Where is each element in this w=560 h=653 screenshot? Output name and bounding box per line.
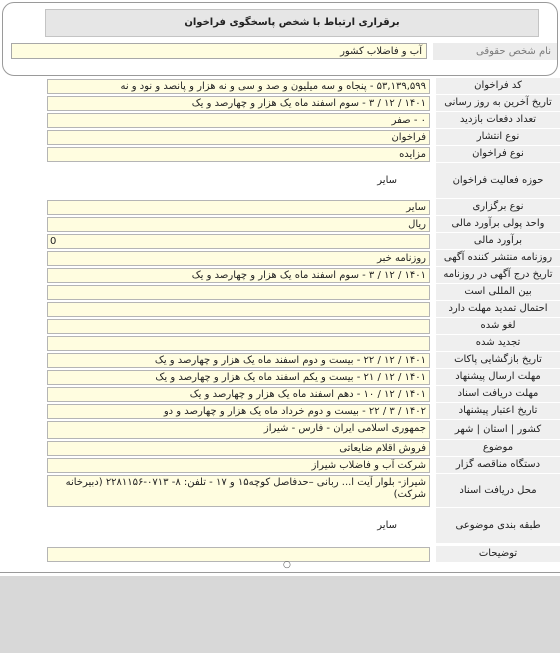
row-ad-date xyxy=(0,267,560,284)
row-call-type xyxy=(0,146,560,163)
row-description xyxy=(0,546,560,563)
row-label: نوع فراخوان xyxy=(436,146,560,163)
last-update-value: ۱۴۰۱ / ۱۲ / ۳ - سوم اسفند ماه یک هزار و چهارصد و یک xyxy=(47,96,430,111)
row-tender-code xyxy=(0,78,560,95)
extension-value xyxy=(47,302,430,317)
tender-code-value: ۵۳,۱۳۹,۵۹۹ - پنجاه و سه میلیون و صد و سی و نه هزار و پانصد و نود و نه xyxy=(47,79,430,94)
row-docs-deadline xyxy=(0,386,560,403)
row-label: نوع برگزاری xyxy=(436,199,560,216)
row-newspaper xyxy=(0,250,560,267)
row-label: تاریخ آخرین به روز رسانی xyxy=(436,95,560,112)
validity-date-value: ۱۴۰۲ / ۳ / ۲۲ - بیست و دوم خرداد ماه یک هزار و چهارصد و دو xyxy=(47,404,430,419)
call-type-value: مزایده xyxy=(47,147,430,162)
row-label: طبقه بندی موضوعی xyxy=(436,508,560,544)
currency-value: ریال xyxy=(47,217,430,232)
row-organizer xyxy=(0,457,560,474)
row-label: موضوع xyxy=(436,440,560,457)
row-subject xyxy=(0,440,560,457)
row-extension xyxy=(0,301,560,318)
row-label: تاریخ بازگشایی پاکات xyxy=(436,352,560,369)
row-opening-date xyxy=(0,352,560,369)
panel-title[interactable]: برقراری ارتباط با شخص پاسخگوی فراخوان xyxy=(45,9,539,37)
visit-count-value: ۰ - صفر xyxy=(47,113,430,128)
divider xyxy=(0,572,560,573)
row-label: تاریخ اعتبار پیشنهاد xyxy=(436,403,560,420)
description-value xyxy=(47,547,430,562)
docs-location-value: شیراز- بلوار آیت ا... ربانی –حدفاصل کوچه۱۵ و ۱۷ - تلفن: ۸- ۰۷۱۳-۲۲۸۱۱۵۶ (دبیرخانه شرکت) xyxy=(47,475,430,507)
legal-person-row xyxy=(11,43,557,60)
row-cancelled xyxy=(0,318,560,335)
row-label: توضیحات xyxy=(436,546,560,563)
row-validity-date xyxy=(0,403,560,420)
row-label: حوزه فعالیت فراخوان xyxy=(436,163,560,199)
row-label: برآورد مالی xyxy=(436,233,560,250)
submit-deadline-value: ۱۴۰۱ / ۱۲ / ۲۱ - بیست و یکم اسفند ماه یک هزار و چهارصد و یک xyxy=(47,370,430,385)
row-label: لغو شده xyxy=(436,318,560,335)
row-renewed xyxy=(0,335,560,352)
row-estimate xyxy=(0,233,560,250)
contact-panel xyxy=(2,2,558,76)
row-label: بین المللی است xyxy=(436,284,560,301)
row-label: محل دریافت اسناد xyxy=(436,474,560,508)
publish-type-value: فراخوان xyxy=(47,130,430,145)
row-label: واحد پولی برآورد مالی xyxy=(436,216,560,233)
opening-date-value: ۱۴۰۱ / ۱۲ / ۲۲ - بیست و دوم اسفند ماه یک هزار و چهارصد و یک xyxy=(47,353,430,368)
ad-date-value: ۱۴۰۱ / ۱۲ / ۳ - سوم اسفند ماه یک هزار و چهارصد و یک xyxy=(47,268,430,283)
footer-area xyxy=(0,576,560,653)
docs-deadline-value: ۱۴۰۱ / ۱۲ / ۱۰ - دهم اسفند ماه یک هزار و چهارصد و یک xyxy=(47,387,430,402)
row-label: تعداد دفعات بازدید xyxy=(436,112,560,129)
row-international xyxy=(0,284,560,301)
classification-value: سایر xyxy=(377,520,397,531)
row-label: مهلت دریافت اسناد xyxy=(436,386,560,403)
row-holding-type xyxy=(0,199,560,216)
location-value: جمهوری اسلامی ایران - فارس - شیراز xyxy=(47,421,430,439)
row-label: احتمال تمدید مهلت دارد xyxy=(436,301,560,318)
row-submit-deadline xyxy=(0,369,560,386)
subject-value: فروش اقلام ضایعاتی xyxy=(47,441,430,456)
renewed-value xyxy=(47,336,430,351)
row-activity-area xyxy=(0,163,560,199)
row-currency xyxy=(0,216,560,233)
row-label: دستگاه مناقصه گزار xyxy=(436,457,560,474)
row-location xyxy=(0,420,560,440)
organizer-value: شرکت آب و فاضلاب شیراز xyxy=(47,458,430,473)
cancelled-value xyxy=(47,319,430,334)
row-visit-count xyxy=(0,112,560,129)
holding-type-value: سایر xyxy=(47,200,430,215)
activity-area-value: سایر xyxy=(377,175,397,186)
row-label: تاریخ درج آگهی در روزنامه xyxy=(436,267,560,284)
legal-person-label: نام شخص حقوقی xyxy=(433,43,557,60)
legal-person-value: آب و فاضلاب کشور xyxy=(11,43,427,59)
newspaper-value: روزنامه خبر xyxy=(47,251,430,266)
row-publish-type xyxy=(0,129,560,146)
row-classification xyxy=(0,508,560,544)
row-label: روزنامه منتشر کننده آگهی xyxy=(436,250,560,267)
row-label: کد فراخوان xyxy=(436,78,560,95)
international-value xyxy=(47,285,430,300)
row-label: نوع انتشار xyxy=(436,129,560,146)
row-label: کشور | استان | شهر xyxy=(436,420,560,440)
row-label: تجدید شده xyxy=(436,335,560,352)
pager-dot-icon: ○ xyxy=(283,560,291,570)
row-last-update xyxy=(0,95,560,112)
row-label: مهلت ارسال پیشنهاد xyxy=(436,369,560,386)
row-docs-location xyxy=(0,474,560,508)
estimate-value: 0 xyxy=(47,234,430,249)
